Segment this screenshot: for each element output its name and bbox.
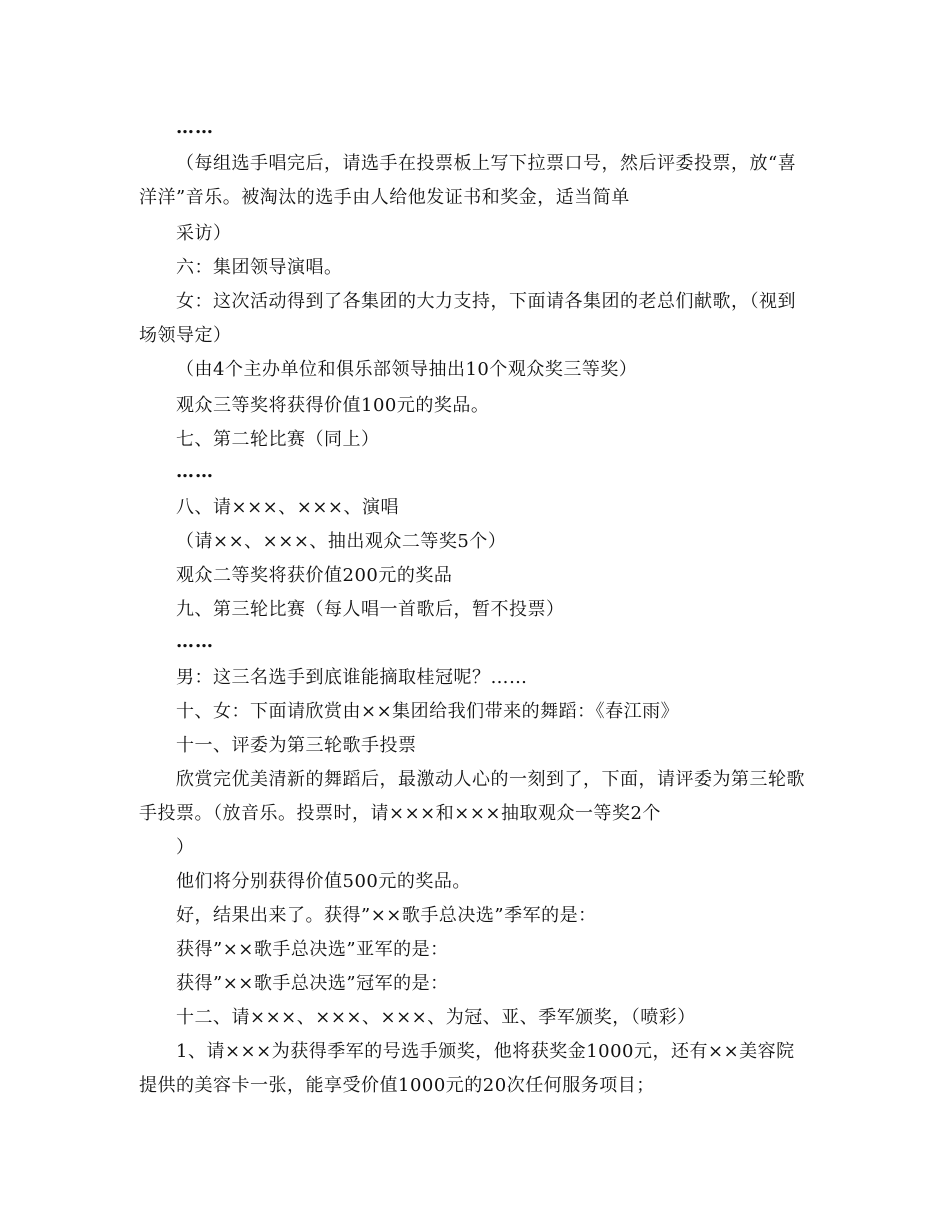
section-heading: 十一、评委为第三轮歌手投票 (176, 735, 417, 756)
paragraph-line: ） (176, 837, 195, 858)
paragraph-line: 男：这三名选手到底谁能摘取桂冠呢？…… (176, 667, 528, 688)
section-heading: 六：集团领导演唱。 (176, 257, 343, 278)
paragraph-line: 女：这次活动得到了各集团的大力支持，下面请各集团的老总们献歌，（视到 (176, 291, 796, 312)
paragraph-line: 获得”××歌手总决选”亚军的是： (176, 939, 449, 960)
paragraph-line: （每组选手唱完后，请选手在投票板上写下拉票口号，然后评委投票，放“喜 (176, 153, 797, 174)
paragraph-line: 手投票。（放音乐。投票时，请×××和×××抽取观众一等奖2个 (139, 803, 661, 824)
paragraph-line: 采访） (176, 223, 232, 244)
ellipsis-line: …… (176, 117, 214, 138)
paragraph-line: 欣赏完优美清新的舞蹈后，最激动人心的一刻到了，下面，请评委为第三轮歌 (176, 769, 805, 790)
paragraph-line: 他们将分别获得价值500元的奖品。 (176, 871, 471, 892)
paragraph-line: （请××、×××、抽出观众二等奖5个） (176, 531, 507, 552)
section-heading: 七、第二轮比赛（同上） (176, 429, 380, 450)
section-heading: 十、女：下面请欣赏由××集团给我们带来的舞蹈：《春江雨》 (176, 701, 680, 722)
paragraph-line: 观众三等奖将获得价值100元的奖品。 (176, 395, 490, 416)
section-heading: 十二、请×××、×××、×××、为冠、亚、季军颁奖，（喷彩） (176, 1007, 696, 1028)
paragraph-line: 1、请×××为获得季军的号选手颁奖，他将获奖金1000元，还有××美容院 (176, 1041, 795, 1062)
paragraph-line: （由4个主办单位和俱乐部领导抽出10个观众奖三等奖） (176, 359, 638, 380)
section-heading: 八、请×××、×××、演唱 (176, 497, 399, 518)
ellipsis-line: …… (176, 631, 214, 652)
paragraph-line: 场领导定） (139, 325, 232, 346)
paragraph-line: 洋洋”音乐。被淘汰的选手由人给他发证书和奖金，适当简单 (139, 187, 630, 208)
ellipsis-line: …… (176, 461, 214, 482)
paragraph-line: 获得”××歌手总决选”冠军的是： (176, 973, 449, 994)
section-heading: 九、第三轮比赛（每人唱一首歌后，暂不投票） (176, 599, 565, 620)
paragraph-line: 提供的美容卡一张，能享受价值1000元的20次任何服务项目； (139, 1075, 655, 1096)
paragraph-line: 好，结果出来了。获得”××歌手总决选”季军的是： (176, 905, 597, 926)
paragraph-line: 观众二等奖将获价值200元的奖品 (176, 565, 453, 586)
